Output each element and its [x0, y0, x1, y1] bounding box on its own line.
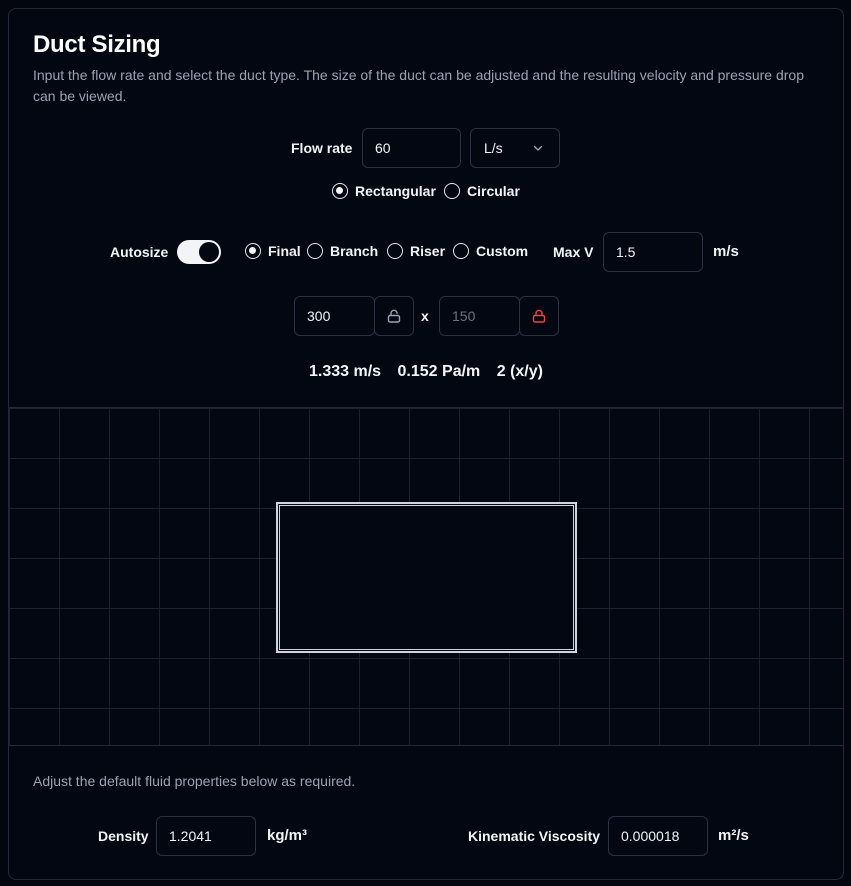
radio-dot [307, 243, 323, 259]
radio-dot [332, 183, 348, 199]
radio-dot [387, 243, 403, 259]
aspect-ratio-result: 2 (x/y) [496, 363, 543, 380]
radio-label: Final [268, 243, 301, 259]
duct-preview-canvas [9, 407, 843, 746]
radio-label: Branch [330, 243, 379, 259]
autosize-mode-riser[interactable] [387, 243, 445, 259]
radio-dot [444, 183, 460, 199]
radio-label: Riser [410, 243, 446, 259]
flow-rate-label: Flow rate [291, 140, 353, 156]
density-label: Density [98, 828, 149, 844]
results-line [9, 363, 843, 381]
max-velocity-input[interactable] [603, 232, 703, 272]
duct-type-rectangular[interactable] [332, 183, 436, 199]
pressure-drop-result: 0.152 Pa/m [397, 363, 481, 380]
toggle-knob [199, 242, 219, 262]
flow-unit-select[interactable] [470, 128, 560, 168]
density-input[interactable] [156, 816, 256, 856]
flow-unit-value: L/s [484, 140, 503, 156]
radio-dot [245, 243, 261, 259]
duct-width-input[interactable] [294, 296, 375, 336]
autosize-mode-final[interactable] [245, 243, 301, 259]
duct-cross-section [276, 502, 577, 653]
radio-label: Custom [476, 243, 529, 259]
unlock-icon [386, 308, 402, 324]
dimension-times-sign: x [421, 308, 429, 324]
height-lock-button[interactable] [519, 296, 559, 336]
velocity-result: 1.333 m/s [309, 363, 382, 380]
autosize-mode-branch[interactable] [307, 243, 378, 259]
fluid-properties-note: Adjust the default fluid properties below as required. [33, 773, 356, 789]
max-velocity-label: Max V [553, 244, 594, 260]
radio-label: Circular [467, 183, 520, 199]
page-description: Input the flow rate and select the duct type. The size of the duct can be adjusted and the resulting velocity and pressure drop can be viewed. [33, 67, 804, 104]
autosize-label: Autosize [110, 244, 169, 260]
autosize-mode-custom[interactable] [453, 243, 528, 259]
page-title: Duct Sizing [33, 31, 161, 58]
radio-label: Rectangular [355, 183, 436, 199]
density-unit: kg/m³ [267, 827, 308, 844]
duct-sizing-card [8, 8, 844, 880]
viscosity-unit: m²/s [718, 827, 749, 844]
duct-height-input[interactable] [439, 296, 520, 336]
viscosity-label: Kinematic Viscosity [468, 828, 601, 844]
autosize-toggle[interactable] [177, 240, 221, 264]
viscosity-input[interactable] [608, 816, 708, 856]
flow-rate-input[interactable] [362, 128, 461, 168]
duct-type-circular[interactable] [444, 183, 520, 199]
radio-dot [453, 243, 469, 259]
max-velocity-unit: m/s [713, 243, 739, 260]
chevron-down-icon [531, 141, 545, 155]
width-lock-button[interactable] [374, 296, 414, 336]
lock-icon [531, 308, 547, 324]
